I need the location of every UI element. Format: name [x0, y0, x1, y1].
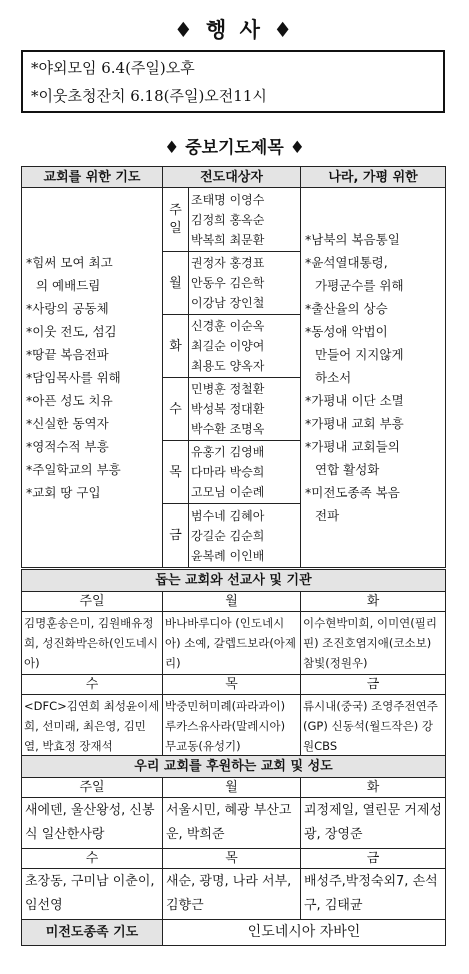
target-names: 범수네 김혜아 강길순 김순희 윤복례 이인배: [189, 504, 301, 568]
events-heading: ♦ 행 사 ♦: [173, 18, 296, 42]
target-names: 유홍기 김영배 다마라 박승희 고모님 이순례: [189, 441, 301, 504]
prayer-item: *영적수적 부흥: [26, 439, 109, 454]
prayer-item: *가평내 교회 부흥: [305, 416, 404, 431]
day-label: 화: [301, 592, 446, 612]
target-day: 목: [163, 441, 189, 504]
events-box: [21, 50, 445, 113]
supporters-table: [21, 755, 446, 946]
prayer-item: 하소서: [315, 370, 352, 385]
mission-cell: 김명훈송은미, 김원배유정희, 성진화박은하(인도네시아): [22, 612, 163, 675]
prayer-heading: ♦ 중보기도제목 ♦: [164, 138, 305, 158]
day-label: 목: [163, 849, 301, 869]
target-day: 화: [163, 315, 189, 378]
supporters-title: 우리 교회를 후원하는 교회 및 성도: [22, 756, 446, 778]
day-label: 금: [301, 849, 446, 869]
col-church-header: 교회를 위한 기도: [22, 167, 163, 188]
mission-cell: <DFC>김연희 최성윤이세희, 선미래, 최은영, 김민열, 박효정 장재석: [22, 695, 163, 758]
prayer-item: *가평내 교회들의: [305, 439, 400, 454]
day-label: 주일: [22, 592, 163, 612]
col-targets-header: 전도대상자: [163, 167, 301, 188]
col-nation-header: 나라, 가평 위한: [301, 167, 446, 188]
supporter-cell: 새에덴, 울산왕성, 신봉식 일산한사랑: [22, 798, 163, 849]
prayer-item: 만들어 지지않게: [315, 347, 404, 362]
unreached-value: 인도네시아 자바인: [163, 920, 446, 946]
mission-cell: 이수현박미희, 이미연(필리핀) 조진호염지애(코소보) 참빛(정원우): [301, 612, 446, 675]
target-names: 조태명 이영수 김정희 홍옥순 박복희 최문환: [189, 188, 301, 252]
prayer-item: 의 예배드림: [36, 278, 101, 293]
prayer-item: 연합 활성화: [315, 462, 380, 477]
day-label: 목: [163, 675, 301, 695]
mission-cell: 바나바루디아 (인도네시아) 소예, 갈렙드보라(아제리): [163, 612, 301, 675]
mission-cell: 류시내(중국) 조영주전연주(GP) 신동석(월드작은) 강원CBS: [301, 695, 446, 758]
prayer-item: 전파: [315, 508, 340, 523]
target-names: 민병훈 정철환 박성복 정대환 박수환 조명옥: [189, 378, 301, 441]
prayer-item: *교회 땅 구입: [26, 485, 101, 500]
day-label: 월: [163, 592, 301, 612]
prayer-item: *아픈 성도 치유: [26, 393, 113, 408]
day-label: 월: [163, 778, 301, 798]
prayer-item: *땅끝 복음전파: [26, 347, 109, 362]
prayer-item: *윤석열대통령,: [305, 255, 388, 270]
prayer-item: *이웃 전도, 섬김: [26, 324, 117, 339]
supporter-cell: 배성주,박정숙외7, 손석구, 김태균: [301, 869, 446, 920]
prayer-item: *신실한 동역자: [26, 416, 109, 431]
prayer-item: 가평군수를 위해: [315, 278, 404, 293]
prayer-item: *출산율의 상승: [305, 301, 388, 316]
prayer-item: *동성애 악법이: [305, 324, 388, 339]
prayer-item: *남북의 복음통일: [305, 232, 400, 247]
supporter-cell: 괴정제일, 열린문 거제성광, 장영준: [301, 798, 446, 849]
prayer-item: *힘써 모여 최고: [26, 255, 113, 270]
day-label: 수: [22, 675, 163, 695]
target-day: 월: [163, 252, 189, 315]
event-item: *야외모임 6.4(주일)오후: [31, 59, 195, 77]
target-names: 신경훈 이순옥 최길순 이양여 최용도 양옥자: [189, 315, 301, 378]
missions-table: [21, 569, 446, 758]
mission-cell: 박중민허미례(파라과이) 루카스유사라(말레시아) 무교동(유성기): [163, 695, 301, 758]
target-day: 금: [163, 504, 189, 568]
unreached-label: 미전도종족 기도: [22, 920, 163, 946]
church-prayer-list: [22, 188, 163, 568]
day-label: 주일: [22, 778, 163, 798]
day-label: 금: [301, 675, 446, 695]
prayer-table: [21, 166, 446, 568]
prayer-item: *주일학교의 부흥: [26, 462, 121, 477]
day-label: 화: [301, 778, 446, 798]
prayer-item: *미전도종족 복음: [305, 485, 400, 500]
target-day: 수: [163, 378, 189, 441]
supporter-cell: 초장동, 구미남 이춘이, 임선영: [22, 869, 163, 920]
nation-prayer-list: [301, 188, 446, 568]
prayer-item: *가평내 이단 소멸: [305, 393, 404, 408]
missions-title: 돕는 교회와 선교사 및 기관: [22, 570, 446, 592]
supporter-cell: 서울시민, 혜광 부산고운, 박희준: [163, 798, 301, 849]
prayer-item: *담임목사를 위해: [26, 370, 121, 385]
day-label: 수: [22, 849, 163, 869]
supporter-cell: 새순, 광명, 나라 서부, 김향근: [163, 869, 301, 920]
target-day: 주 일: [163, 188, 189, 252]
event-item: *이웃초청잔치 6.18(주일)오전11시: [31, 87, 267, 105]
target-names: 권정자 홍경표 안동우 김은학 이강남 장인철: [189, 252, 301, 315]
prayer-item: *사랑의 공동체: [26, 301, 109, 316]
